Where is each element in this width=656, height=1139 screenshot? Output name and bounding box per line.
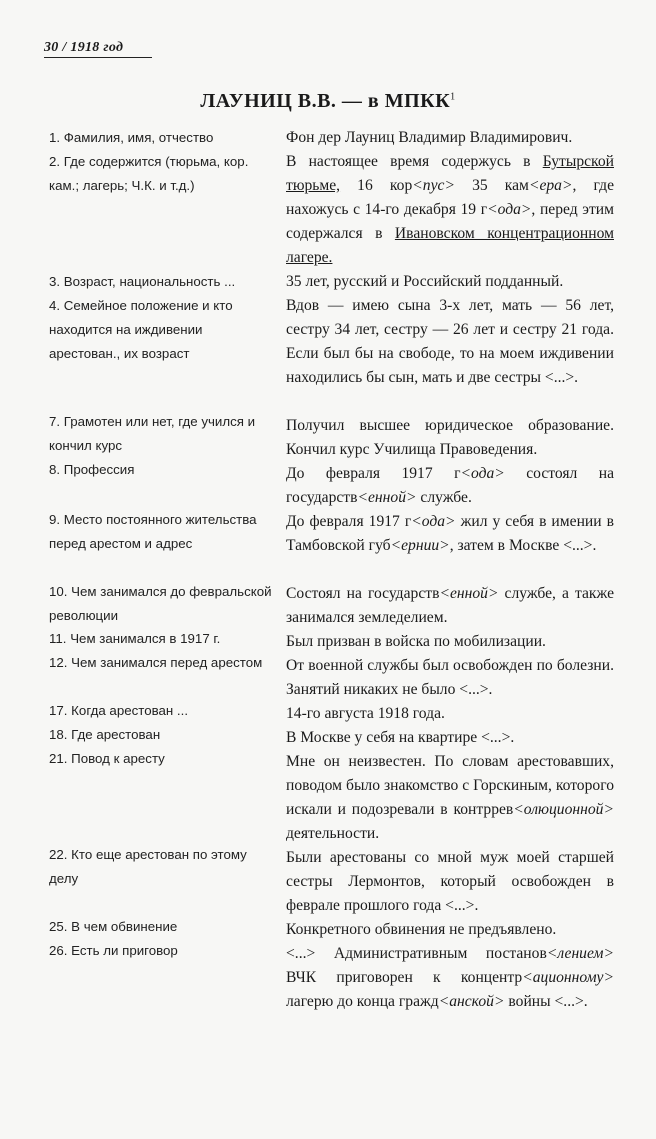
question-7: 7. Грамотен или нет, где учился и кончил курс: [49, 414, 256, 453]
answer-26-editorial: <анской>: [438, 993, 505, 1010]
page-header: 30 / 1918 год: [44, 40, 152, 58]
answer-21: [286, 750, 614, 846]
answer-2: [286, 150, 614, 270]
answer-9-text: , затем в Москве <...>.: [449, 537, 597, 554]
answer-9-text: До февраля 1917 г: [286, 513, 412, 530]
answer-8: [286, 462, 614, 510]
question-26: 26. Есть ли приговор: [49, 943, 178, 958]
answer-11: Был призван в войска по мобилизации.: [286, 633, 546, 650]
title-footnote-mark: 1: [450, 91, 456, 103]
answer-26-text: <...> Административным постанов: [286, 945, 547, 962]
answer-18: В Москве у себя на квартире <...>.: [286, 729, 515, 746]
answer-1: Фон дер Лауниц Владимир Владимирович.: [286, 129, 573, 146]
answer-4: Вдов — имею сына 3-х лет, мать — 56 лет, сестру 34 лет, сестру — 26 лет и сестру 21 года. Если был бы на свободе, то на моем иждивении находились бы сын, мать и две сестры <...>.: [286, 297, 614, 386]
question-12: 12. Чем занимался перед арестом: [49, 655, 263, 670]
answer-8-text: До февраля 1917 г: [286, 465, 461, 482]
question-4: 4. Семейное положение и кто находится на иждивении арестован., их возраст: [49, 298, 233, 361]
question-1: 1. Фамилия, имя, отчество: [49, 130, 214, 145]
answer-22: Были арестованы со мной муж моей старшей сестры Лермонтов, который освобожден в феврале прошлого года <...>.: [286, 849, 614, 914]
question-25: 25. В чем обвинение: [49, 919, 178, 934]
answer-8-text: состоял на государств: [286, 465, 614, 506]
answer-26-editorial: <лением>: [546, 945, 614, 962]
answer-2-prison: Бутырской тюрьме,: [286, 153, 614, 194]
answer-2-text: , где нахожусь с 14-го декабря 19 г: [286, 177, 614, 218]
answer-9-text: жил у себя в имении в Тамбовской губ: [286, 513, 614, 554]
question-10: 10. Чем занимался до февральской революции: [49, 584, 272, 623]
answer-2-text: , перед этим содержался в: [286, 201, 614, 242]
answer-2-editorial: <ера>: [528, 177, 573, 194]
answer-9: [286, 510, 614, 558]
question-8: 8. Профессия: [49, 462, 135, 477]
answer-7: Получил высшее юридическое образование. Кончил курс Училища Правоведения.: [286, 417, 614, 458]
question-18: 18. Где арестован: [49, 727, 161, 742]
answer-21-editorial: <олюционной>: [513, 801, 614, 818]
answer-26: [286, 942, 614, 1014]
answer-12: От военной службы был освобожден по болезни. Занятий никаких не было <...>.: [286, 657, 614, 698]
question-22: 22. Кто еще арестован по этому делу: [49, 847, 247, 886]
answer-2-text: 35 кам: [454, 177, 529, 194]
answer-2-camp: Ивановском концентрационном лагере.: [286, 225, 614, 266]
answer-21-text: Мне он неизвестен. По словам арестовавших, поводом было знакомство с Горскиным, которого искали и подозревали в контррев: [286, 753, 614, 818]
answer-2-editorial: <пус>: [412, 177, 455, 194]
answer-26-text: войны <...>.: [504, 993, 588, 1010]
question-21: 21. Повод к аресту: [49, 751, 165, 766]
answer-25: Конкретного обвинения не предъявлено.: [286, 921, 557, 938]
answer-8-editorial: <енной>: [357, 489, 417, 506]
question-17: 17. Когда арестован ...: [49, 703, 189, 718]
question-9: 9. Место постоянного жительства перед арестом и адрес: [49, 512, 257, 551]
question-3: 3. Возраст, национальность ...: [49, 274, 236, 289]
answer-2-text: В настоящее время содержусь в: [286, 153, 543, 170]
answer-10: [286, 582, 614, 630]
title-text: ЛАУНИЦ В.В. — в МПКК: [200, 90, 451, 112]
answer-26-text: ВЧК приговорен к концентр: [286, 969, 523, 986]
answer-8-editorial: <ода>: [460, 465, 505, 482]
answer-8-text: службе.: [416, 489, 472, 506]
answer-10-text: службе, а также занимался земледелием.: [286, 585, 614, 626]
answer-10-text: Состоял на государств: [286, 585, 440, 602]
question-11: 11. Чем занимался в 1917 г.: [49, 631, 221, 646]
answer-3: 35 лет, русский и Российский подданный.: [286, 273, 564, 290]
answer-17: 14-го августа 1918 года.: [286, 705, 445, 722]
answer-10-editorial: <енной>: [439, 585, 499, 602]
answer-2-editorial: <ода>: [487, 201, 532, 218]
answer-2-text: 16 кор: [340, 177, 413, 194]
answer-9-editorial: <ернии>: [390, 537, 450, 554]
document-title: [0, 90, 656, 113]
answer-9-editorial: <ода>: [411, 513, 456, 530]
answer-26-editorial: <ационному>: [522, 969, 614, 986]
answer-26-text: лагерю до конца гражд: [286, 993, 439, 1010]
answer-21-text: деятельности.: [286, 825, 380, 842]
question-2: 2. Где содержится (тюрьма, кор. кам.; лагерь; Ч.К. и т.д.): [49, 154, 249, 193]
